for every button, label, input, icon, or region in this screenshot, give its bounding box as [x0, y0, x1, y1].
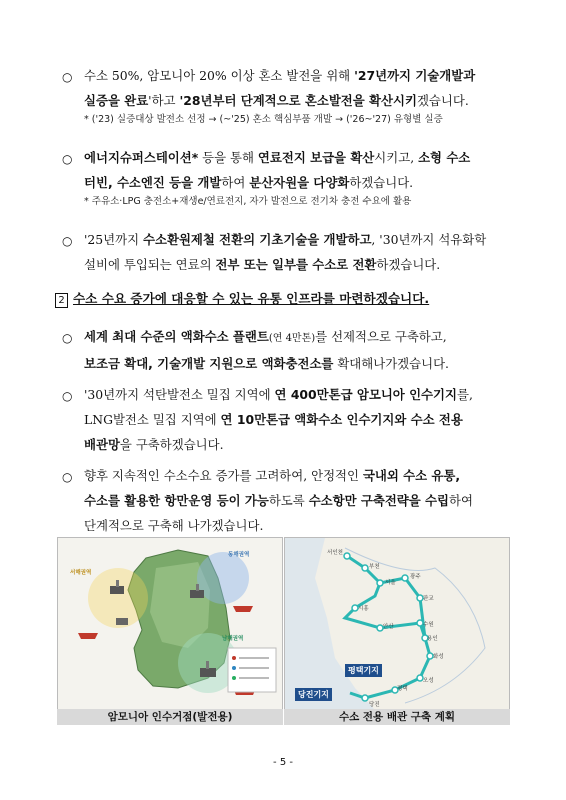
- paragraph-hydrogen-cofiring: 수소 50%, 암모니아 20% 이상 혼소 발전을 위해 '27년까지 기술개발과 실증을 완료'하고 '28년부터 단계적으로 혼소발전을 확산시키겠습니다.: [84, 68, 476, 108]
- city-label-hwaseong: 화성: [433, 654, 444, 660]
- city-label-siheung: 시흥: [358, 606, 369, 612]
- city-label-seoincheon: 서인천: [327, 550, 343, 556]
- city-label-seoul: 서울: [385, 580, 396, 586]
- city-label-oseong: 오성: [423, 678, 434, 684]
- section-heading-2: [55, 290, 525, 308]
- figure-ammonia-map: [57, 537, 283, 711]
- paragraph-liquid-hydrogen: 세계 최대 수준의 액화수소 플랜트(연 4만톤)를 선제적으로 구축하고, 보조금 확대, 기술개발 지원으로 액화충전소를 확대해나가겠습니다.: [84, 329, 449, 371]
- bullet-6: ○: [62, 470, 73, 484]
- city-label-bucheon: 부천: [369, 564, 380, 570]
- paragraph-energy-super-station: 에너지슈퍼스테이션* 등을 통해 연료전지 보급을 확산시키고, 소형 수소 터빈, 수소엔진 등을 개발하여 분산자원을 다양화하겠습니다.: [84, 150, 471, 190]
- caption-ammonia-map: 암모니아 인수거점(발전용): [57, 709, 283, 725]
- city-label-pyeongtaek: 평택: [397, 686, 408, 692]
- paragraph-import-terminals: '30년까지 석탄발전소 밀집 지역에 연 400만톤급 암모니아 인수기지를, LNG발전소 밀집 지역에 연 10만톤급 액화수소 인수기지와 수소 전용 배관망을 구축하겠습니다.: [84, 387, 473, 452]
- section-number-box: 2: [55, 293, 68, 308]
- ammonia-map-illustration: [58, 538, 282, 710]
- region-label-west: 서해권역: [70, 570, 92, 576]
- region-label-south: 남해권역: [222, 636, 244, 642]
- bullet-1: ○: [62, 70, 73, 84]
- region-label-east: 동해권역: [228, 552, 250, 558]
- city-label-dangjin: 당진: [369, 702, 380, 708]
- bullet-4: ○: [62, 331, 73, 345]
- section-title: 수소 수요 증가에 대응할 수 있는 유통 인프라를 마련하겠습니다.: [73, 291, 430, 306]
- bullet-3: ○: [62, 234, 73, 248]
- city-label-ansan: 안산: [383, 624, 394, 630]
- city-label-suwon: 수원: [423, 622, 434, 628]
- bullet-5: ○: [62, 389, 73, 403]
- bullet-2: ○: [62, 152, 73, 166]
- figure-pipeline-map: [284, 537, 510, 711]
- note-super-station-definition: * 주유소·LPG 충전소+재생e/연료전지, 자가 발전으로 전기차 충전 수요에 활용: [84, 196, 412, 207]
- city-label-gwangju: 광주: [410, 574, 421, 580]
- paragraph-hydrogen-port: 향후 지속적인 수소수요 증가를 고려하여, 안정적인 국내외 수소 유통, 수소를 활용한 항만운영 등이 가능하도록 수소항만 구축전략을 수립하여 단계적으로 구축해 나가겠습니다.: [84, 468, 473, 533]
- city-label-pangyo: 판교: [423, 596, 434, 602]
- note-cofiring-timeline: * ('23) 실증대상 발전소 선정 → (~'25) 혼소 핵심부품 개발 → ('26~'27) 유형별 실증: [84, 114, 443, 125]
- city-label-yongin: 용인: [427, 636, 438, 642]
- page-number: - 5 -: [273, 757, 293, 768]
- caption-pipeline-map: 수소 전용 배관 구축 계획: [284, 709, 510, 725]
- paragraph-steel-petrochem: '25년까지 수소환원제철 전환의 기초기술을 개발하고, '30년까지 석유화학 설비에 투입되는 연료의 전부 또는 일부를 수소로 전환하겠습니다.: [84, 232, 487, 272]
- callout-pyeongtaek-base: 평택기지: [345, 664, 382, 677]
- callout-dangjin-base: 당진기지: [295, 688, 332, 701]
